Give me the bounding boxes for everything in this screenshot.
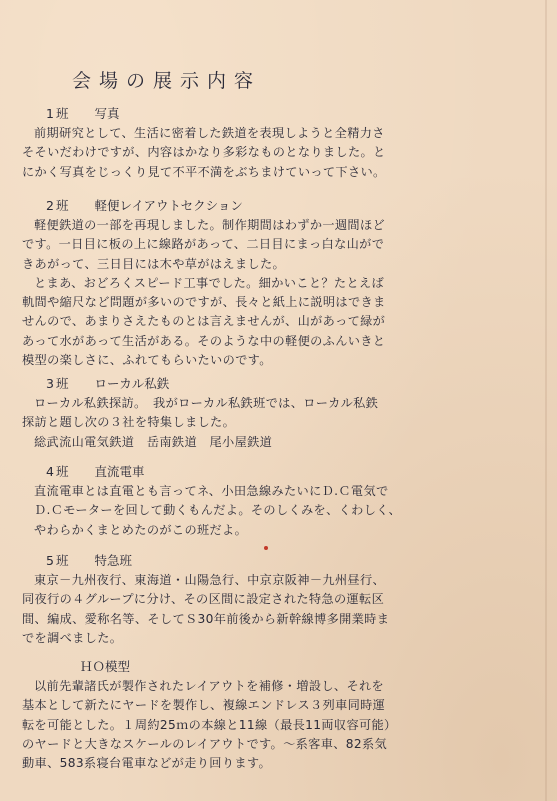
section-heading <box>22 104 534 122</box>
body-line: です。一日目に板の上に線路があって、二日目にまっ白な山がで <box>22 237 385 252</box>
section-ban: 班 <box>56 198 69 213</box>
section-ban: 班 <box>56 553 69 568</box>
body-line: 動車、583系寝台電車などが走り回ります。 <box>22 756 272 771</box>
body-line: 前期研究として、生活に密着した鉄道を表現しようと全精力さ <box>34 126 385 140</box>
paper-fold-shadow <box>545 0 547 801</box>
section-heading <box>22 551 534 569</box>
body-line: にかく写真をじっくり見て不平不満をぶちまけていって下さい。 <box>22 164 386 179</box>
body-line: そそいだわけですが、内容はかなり多彩なものとなりました。と <box>22 145 386 160</box>
section-heading <box>22 657 534 675</box>
body-line: 基本として新たにヤードを製作し、複線エンドレス３列車同時運 <box>22 698 386 713</box>
section-2 <box>22 196 534 370</box>
section-number: 2 <box>46 198 54 213</box>
body-line: せんので、あまりさえたものとは言えませんが、山があって緑が <box>22 314 386 329</box>
body-line: 直流電車とは直電とも言ってネ、小田急線みたいにＤ.Ｃ電気で <box>34 484 389 498</box>
body-line: ローカル私鉄探訪。 我がローカル私鉄班では、ローカル私鉄 <box>34 396 379 410</box>
section-heading <box>22 374 534 392</box>
body-line: 以前先輩諸氏が製作されたレイアウトを補修・増設し、それを <box>34 679 385 693</box>
section-heading <box>22 462 534 480</box>
section-1 <box>22 104 534 182</box>
section-number: 1 <box>46 106 54 121</box>
section-ban: 班 <box>56 376 69 391</box>
section-label: ローカル私鉄 <box>94 376 170 391</box>
body-line: でを調べました。 <box>22 630 123 645</box>
body-line: 同夜行の４グループに分け、その区間に設定された特急の運転区 <box>22 592 385 607</box>
body-line: 模型の楽しさに、ふれてもらいたいのです。 <box>22 353 272 368</box>
section-number: 3 <box>46 376 54 391</box>
body-line: Ｄ.Ｃモーターを回して動くもんだよ。そのしくみを、くわしく、 <box>34 503 402 518</box>
body-line: とまあ、おどろくスピード工事でした。細かいこと？たとえば <box>34 275 385 290</box>
section-4 <box>22 462 534 540</box>
body-line: 軽便鉄道の一部を再現しました。制作期間はわずか一週間ほど <box>34 218 386 232</box>
body-line: 軌間や縮尺など問題が多いのですが、長々と紙上に説明はできま <box>22 295 386 310</box>
section-number: 5 <box>46 553 54 568</box>
section-label: ＨＯ模型 <box>80 659 131 674</box>
section-ban: 班 <box>56 106 69 121</box>
section-label: 軽便レイアウトセクション <box>94 198 243 213</box>
red-ink-dot <box>264 546 268 550</box>
body-line: 間、編成、愛称名等、そしてＳ30年前後から新幹線博多開業時ま <box>22 611 390 626</box>
body-line: やわらかくまとめたのがこの班だよ。 <box>34 522 248 537</box>
section-ho <box>22 657 534 773</box>
body-line: あって水があって生活がある。そのような中の軽便のふんいきと <box>22 333 386 348</box>
body-line: きあがって、三日目には木や草がはえました。 <box>22 256 286 271</box>
section-label: 直流電車 <box>94 464 145 479</box>
body-line: 探訪と題し次の３社を特集しました。 <box>22 415 236 430</box>
body-line: 東京－九州夜行、東海道・山陽急行、中京京阪神－九州昼行、 <box>34 573 386 587</box>
body-line: 総武流山電気鉄道 岳南鉄道 尾小屋鉄道 <box>34 434 273 449</box>
page-title: 会場の展示内容 <box>72 70 262 92</box>
section-heading <box>22 196 534 214</box>
section-3 <box>22 374 534 452</box>
section-number: 4 <box>46 464 54 479</box>
body-line: のヤードと大きなスケールのレイアウトです。〜系客車、82系気 <box>22 736 388 751</box>
section-label: 写真 <box>94 106 120 121</box>
body-line: 転を可能とした。１周約25ｍの本線と11線（最長11両収容可能） <box>22 717 397 732</box>
section-ban: 班 <box>56 464 69 479</box>
section-5 <box>22 551 534 648</box>
section-label: 特急班 <box>94 553 133 568</box>
